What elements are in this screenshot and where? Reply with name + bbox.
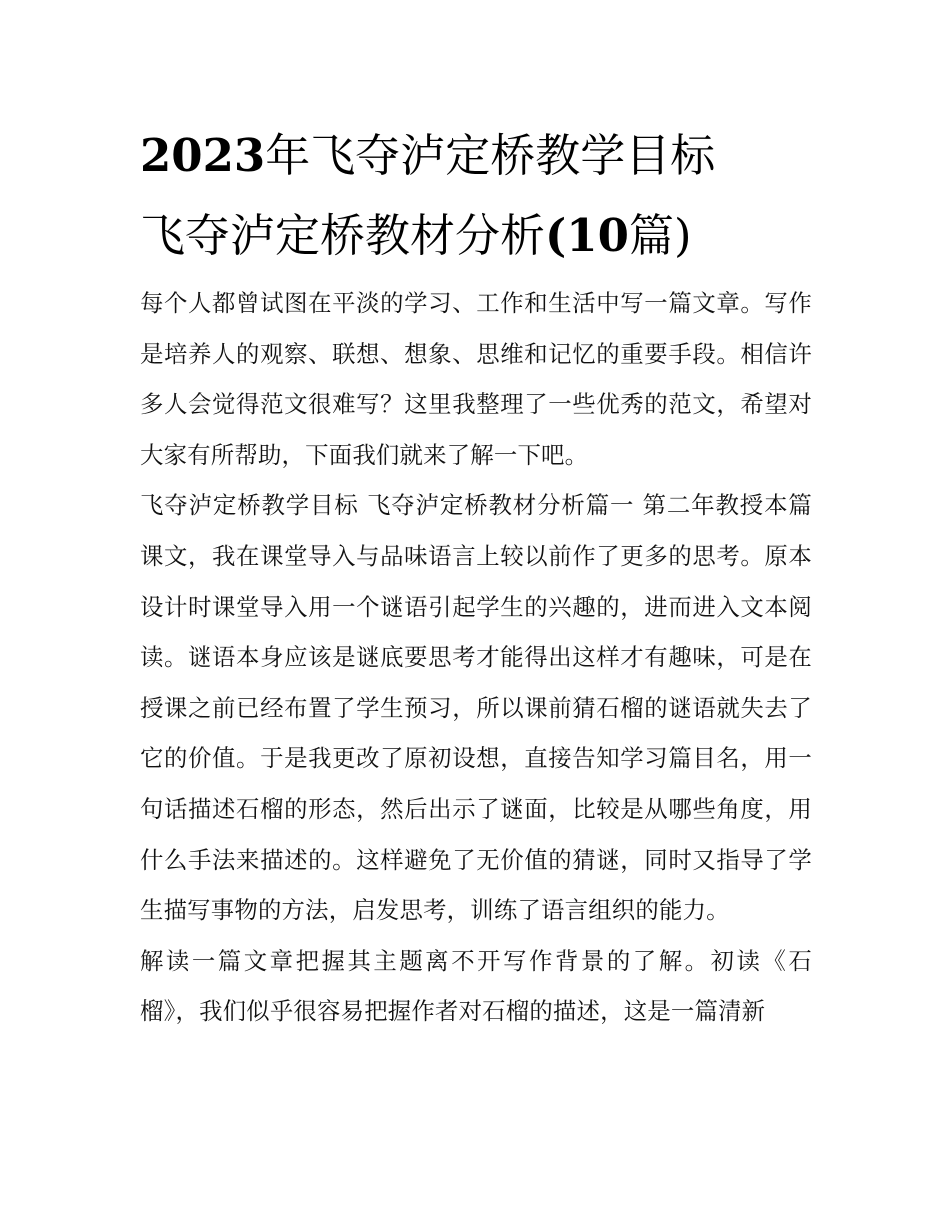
title-line-2-text: 飞夺泸定桥教材分析	[140, 209, 546, 262]
title-line-1-text: 年飞夺泸定桥教学目标	[265, 129, 716, 182]
title-line-1	[140, 116, 820, 196]
title-line-2	[140, 196, 820, 276]
title-count: (10	[545, 209, 629, 262]
paragraph-interpretation: 解读一篇文章把握其主题离不开写作背景的了解。初读《石榴》，我们似乎很容易把握作者对石榴的描述，这是一篇清新	[140, 946, 812, 1026]
title-line-2-end: 篇)	[628, 209, 692, 262]
page-title	[140, 116, 820, 276]
paragraph-intro: 每个人都曾试图在平淡的学习、工作和生活中写一篇文章。写作是培养人的观察、联想、想象、思维和记忆的重要手段。相信许多人会觉得范文很难写？这里我整理了一些优秀的范文，希望对大家有所帮助，下面我们就来了解一下吧。	[140, 289, 812, 469]
title-year: 2023	[140, 129, 266, 182]
paragraph-section-one: 飞夺泸定桥教学目标 飞夺泸定桥教材分析篇一 第二年教授本篇课文，我在课堂导入与品味语言上较以前作了更多的思考。原本设计时课堂导入用一个谜语引起学生的兴趣的，进而进入文本阅读。谜语本身应该是谜底要思考才能得出这样才有趣味，可是在授课之前已经布置了学生预习，所以课前猜石榴的谜语就失去了它的价值。于是我更改了原初设想，直接告知学习篇目名，用一句话描述石榴的形态，然后出示了谜面，比较是从哪些角度，用什么手法来描述的。这样避免了无价值的猜谜，同时又指导了学生描写事物的方法，启发思考，训练了语言组织的能力。	[140, 491, 812, 925]
document-body	[140, 278, 812, 1037]
